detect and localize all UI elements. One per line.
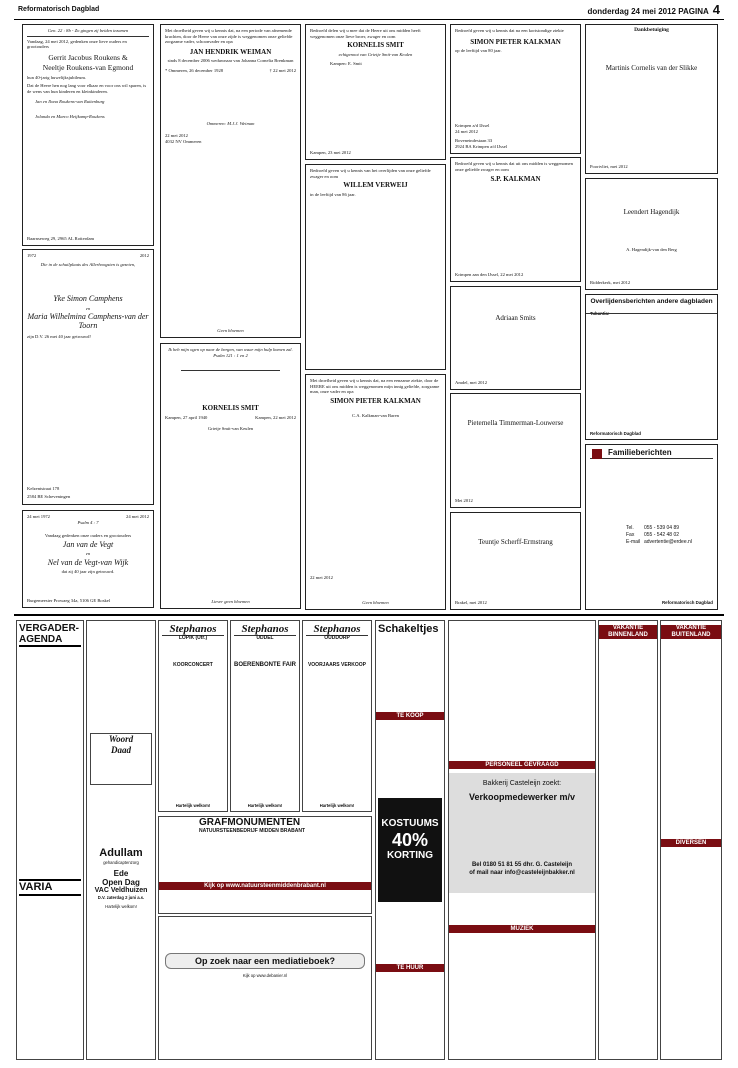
page-number: 4 — [712, 2, 720, 17]
thanks-timmerman — [450, 393, 581, 508]
vakantie-buit — [660, 620, 722, 1060]
verse: Die in de schuilplaats des Allerhoogsten is gezeten, — [40, 261, 136, 267]
intro: Bedroefd geven wij u kennis van het overlijden van onze geliefde zwager en oom — [310, 168, 431, 179]
date-end: 24 mei 2012 — [126, 514, 149, 519]
family: Kampen: E. Smit — [330, 61, 362, 67]
vakantie-buitenland: VAKANTIE BUITENLAND — [660, 625, 722, 639]
spouse: C.A. Kalkman-van Baren — [352, 413, 399, 419]
intro: Bedroefd geven wij u kennis dat na een kortstondige ziekte — [455, 28, 564, 33]
deceased-name: S.P. KALKMAN — [490, 175, 541, 184]
job: Verkoopmedewerker m/v — [468, 792, 576, 802]
stephanos-logo: Stephanos — [306, 623, 368, 636]
schakeltjes-col2 — [448, 620, 596, 1060]
intro: Vandaag gedenken onze ouders en grootouders — [44, 533, 132, 539]
date: 22 mei 2012 — [310, 575, 333, 581]
event-title: VOORJAARS VERKOOP — [307, 662, 367, 668]
born: * Ommeren, 26 december 1928 — [165, 67, 224, 73]
fax-label: Fax — [626, 532, 635, 538]
address: Burgemeester Prowaeg 34a, 5106 GE Boskel — [27, 598, 111, 604]
place-date: Amdel, mei 2012 — [455, 380, 488, 386]
email-label: E-mail — [626, 539, 641, 545]
diversen: DIVERSEN — [660, 839, 722, 847]
name-2: Neeltje Roukens-van Egmond — [42, 63, 134, 73]
agenda-ads — [86, 620, 156, 1060]
open-dag: Open Dag — [102, 878, 140, 887]
place-date: Poortvliet, mei 2012 — [590, 164, 628, 170]
deceased-name: KORNELIS SMIT — [202, 404, 259, 413]
name: Pieternella Timmerman-Louwerse — [467, 419, 564, 427]
born: Kampen, 27 april 1940 — [165, 414, 208, 420]
ann-vandevegt — [22, 510, 154, 608]
welkom: Hartelijk welkom! — [105, 904, 137, 909]
vakantie-bin — [598, 620, 658, 1060]
thanks-slikke — [585, 24, 718, 174]
deceased-name: WILLEM VERWEIJ — [343, 181, 408, 190]
schakeltjes-title: Schakeltjes — [378, 623, 439, 635]
verse: Psalm 4 : 7 — [77, 519, 99, 525]
family-2: Jolanda en Marco Heijkamp-Roukens — [35, 114, 105, 120]
no-flowers: Liever geen bloemen — [211, 599, 250, 605]
newspaper-name: Reformatorisch Dagblad — [18, 6, 100, 13]
deceased-name: SIMON PIETER KALKMAN — [330, 396, 421, 405]
graf-title: GRAFMONUMENTEN — [159, 817, 371, 829]
place-date: Brakel, mei 2012 — [455, 600, 487, 606]
intro: Vandaag, 24 mei 2012, gedenken onze lieve ouders en grootouders — [27, 38, 127, 50]
age: in de leeftijd van 86 jaar. — [310, 191, 356, 197]
graf-sub: NATUURSTEENBEDRIJF MIDDEN BRABANT — [199, 828, 306, 834]
varia-title: VARIA — [19, 879, 81, 896]
deceased-name: JAN HENDRIK WEIMAN — [189, 47, 272, 56]
stephanos-ouddorp — [302, 620, 372, 812]
address: Baarnseweg 29, 2965 AL Rotterdam — [27, 236, 95, 242]
korting-label: KORTING — [386, 850, 434, 861]
rd-logo: Reformatorisch Dagblad — [662, 599, 713, 605]
place-date: Ridderkerk, mei 2012 — [590, 280, 631, 286]
adullam-logo: Adullam — [99, 847, 143, 859]
intro: Met droefheid geven wij u kennis dat, na een periode van afnemende krachten, door de Heere van onze zijde is weggenomen onze geliefde zorgzame vader, schoonvader en opa — [165, 28, 293, 45]
stephanos-uddel — [230, 620, 300, 812]
event-title: KOORCONCERT — [173, 662, 213, 668]
no-flowers: Geen bloemen — [217, 328, 244, 334]
date: Kampen, 23 mei 2012 — [310, 150, 351, 156]
media-ad — [158, 916, 372, 1060]
media-sub[interactable]: Kijk op www.debanier.nl — [242, 973, 288, 978]
name: Adriaan Smits — [495, 314, 536, 322]
title: Familieberichten — [590, 448, 713, 459]
year-end: 2012 — [139, 253, 149, 258]
years: dat zij 40 jaar zijn getrouwd. — [61, 569, 115, 575]
thanks-scherff — [450, 512, 581, 610]
death-verweij — [305, 164, 446, 370]
spouse: Grietje Smit-van Keulen — [207, 426, 254, 432]
location: OUDDORP — [324, 635, 350, 641]
age: op de leeftijd van 80 jaar. — [455, 48, 502, 54]
and: en — [85, 551, 91, 557]
date: Krimpen aan den IJssel, 22 mei 2012 — [455, 272, 524, 278]
intro: Met droefheid geven wij u kennis dat, na een eenzame ziekte, door de HEERE uit ons midden is weggenomen mijn innig geliefde, zorgzame man, onze vader en opa — [310, 378, 440, 395]
header-rule — [14, 19, 724, 20]
name: Teuntje Scherff-Ermstrang — [478, 538, 553, 546]
email-value[interactable]: advertentie@erdee.nl — [644, 539, 692, 545]
family: Ommeren: M.J.J. Weiman — [206, 121, 255, 127]
name: Martinis Cornelis van der Slikke — [605, 63, 698, 72]
media-title: Op zoek naar een mediatieboek? — [165, 953, 365, 969]
woord-label: Woord — [108, 734, 134, 744]
adullam-sub: gehandicaptenzorg — [103, 860, 139, 865]
fam-logo-icon — [592, 449, 602, 459]
thanks-hagendijk — [585, 178, 718, 290]
death-smit-2 — [160, 343, 301, 609]
family-1: Jan en Ilona Roukens-van Ruitenburg — [35, 98, 105, 104]
agenda-column — [16, 620, 84, 1060]
deceased-name: SIMON PIETER KALKMAN — [470, 37, 561, 46]
name: Leendert Hagendijk — [623, 208, 680, 216]
overl-others — [585, 294, 718, 440]
rd-label: Reformatorisch Dagblad — [590, 430, 641, 436]
date: donderdag 24 mei 2012 — [587, 7, 676, 16]
spouse: echtgenoot van Grietje Smit-van Keulen — [338, 51, 413, 57]
death-weiman — [160, 24, 301, 338]
stephanos-lopik — [158, 620, 228, 812]
vac: VAC Veldhuizen — [94, 887, 148, 894]
death-kalkman-2 — [305, 374, 446, 610]
date: 24 mei 2012 — [455, 129, 478, 135]
street: Boveneindestaan 33 — [455, 138, 493, 144]
personeel: PERSONEEL GEVRAAGD — [448, 761, 596, 769]
te-koop: TE KOOP — [375, 712, 445, 720]
date: Mei 2012 — [455, 498, 473, 504]
intro: Bedroefd delen wij u mee dat de Heere uit ons midden heeft weggenomen onze lieve broer, zwager en oom — [310, 28, 421, 39]
marriage: zijn D.V. 26 mei 40 jaar getrouwd! — [27, 334, 91, 340]
death-smit — [305, 24, 446, 160]
welcome: Hartelijk welkom! — [175, 803, 211, 808]
widower: sinds 8 december 2006 weduwnaar van Johanna Cornelia Brenkman — [167, 58, 294, 64]
stephanos-logo: Stephanos — [234, 623, 296, 636]
thanks-smits — [450, 286, 581, 390]
date-start: 24 mei 1972 — [27, 514, 50, 519]
pagina-label: PAGINA — [678, 7, 709, 16]
welcome: Hartelijk welkom! — [319, 803, 355, 808]
ann-roukens — [22, 24, 154, 246]
fax-value[interactable]: 055 - 542 48 02 — [644, 532, 680, 538]
ede: Ede — [113, 869, 129, 878]
year-start: 1972 — [27, 253, 37, 258]
te-huur: TE HUUR — [375, 964, 445, 972]
graf-ad — [158, 816, 372, 914]
vakantie-binnenland: VAKANTIE BINNENLAND — [598, 625, 658, 639]
familieberichten — [585, 444, 718, 610]
location: UDDEL — [256, 635, 274, 641]
classifieds-rule — [14, 614, 724, 616]
name-1: Gerrit Jacobus Roukens & — [48, 52, 128, 62]
graf-web[interactable]: Kijk op www.natuursteenmiddenbrabant.nl — [159, 882, 371, 890]
spouse: A. Hagendijk-van den Berg — [626, 246, 677, 252]
tel-label: Tel. — [626, 525, 634, 531]
street: Kelzentstraat 178 — [27, 486, 60, 492]
postcode: 4032 NV Ommeren — [165, 138, 202, 144]
name-1: Jan van de Vegt — [62, 539, 114, 549]
title: Dankbetuiging — [634, 27, 669, 33]
bible-verse: Gen. 22 : 8b - Zo gingen zij beiden tezamen — [47, 28, 129, 33]
place: Krimpen a/d IJssel — [455, 123, 490, 129]
intro: Bedroefd geven wij u kennis dat uit ons midden is weggenomen onze geliefde zwager en oom — [455, 161, 573, 172]
deceased-name: KORNELIS SMIT — [347, 41, 404, 50]
muziek: MUZIEK — [448, 925, 596, 933]
verse: Ik heb mijn ogen op naar de bergen, van waar mijn hulp komen zal. — [168, 347, 293, 352]
email[interactable]: of mail naar info@casteleijnbakker.nl — [469, 870, 575, 876]
title: Overlijdensberichten andere dagbladen — [590, 298, 713, 305]
vac-date: D.V. zaterdag 2 juni a.s. — [97, 895, 145, 900]
verse-ref: Psalm 121 : 1 en 2 — [213, 352, 248, 358]
death-kalkman-sp — [450, 157, 581, 282]
location: LOPIK (Utr.) — [178, 635, 208, 641]
daad-label: Daad — [111, 745, 131, 755]
wish: Dat de Heere hen nog lang voor elkaar en voor ons wil sparen, is de wens van hun kinderen en kleinkinderen. — [27, 83, 147, 94]
died: Kampen, 22 mei 2012 — [255, 414, 296, 420]
korting-pct: 40% — [391, 830, 429, 850]
stephanos-logo: Stephanos — [162, 623, 224, 636]
tel-value[interactable]: 055 - 539 04 89 — [644, 525, 680, 531]
name-2: Nel van de Vegt-van Wijk — [47, 557, 129, 567]
died: † 22 mei 2012 — [269, 67, 296, 73]
city: 2924 BA Krimpen a/d IJssel — [455, 144, 508, 150]
event-title: BOERENBONTE FAIR — [234, 662, 297, 668]
no-flowers: Geen bloemen — [362, 600, 389, 606]
ann-camphens — [22, 249, 154, 505]
schakeltjes-ad — [375, 620, 445, 1060]
death-kalkman — [450, 24, 581, 154]
city: 2584 BE Scheveningen — [27, 494, 71, 500]
jubilee: hun 40-jarig huwelijksjubileum. — [27, 74, 87, 80]
page-header-right — [588, 2, 720, 17]
and: en — [85, 305, 91, 311]
date: 22 mei 2012 — [165, 133, 188, 139]
kostuums: KOSTUUMS — [381, 818, 439, 829]
firm: Bakkerij Casteleijn zoekt: — [482, 780, 562, 787]
name-2: Maria Wilhelmina Camphens-van der Toorn — [27, 312, 149, 330]
phone[interactable]: Bel 0180 51 81 55 dhr. G. Casteleijn — [471, 862, 573, 868]
name-1: Yke Simon Camphens — [53, 294, 123, 304]
agenda-title: VERGADER-AGENDA — [19, 623, 80, 645]
welcome: Hartelijk welkom! — [247, 803, 283, 808]
